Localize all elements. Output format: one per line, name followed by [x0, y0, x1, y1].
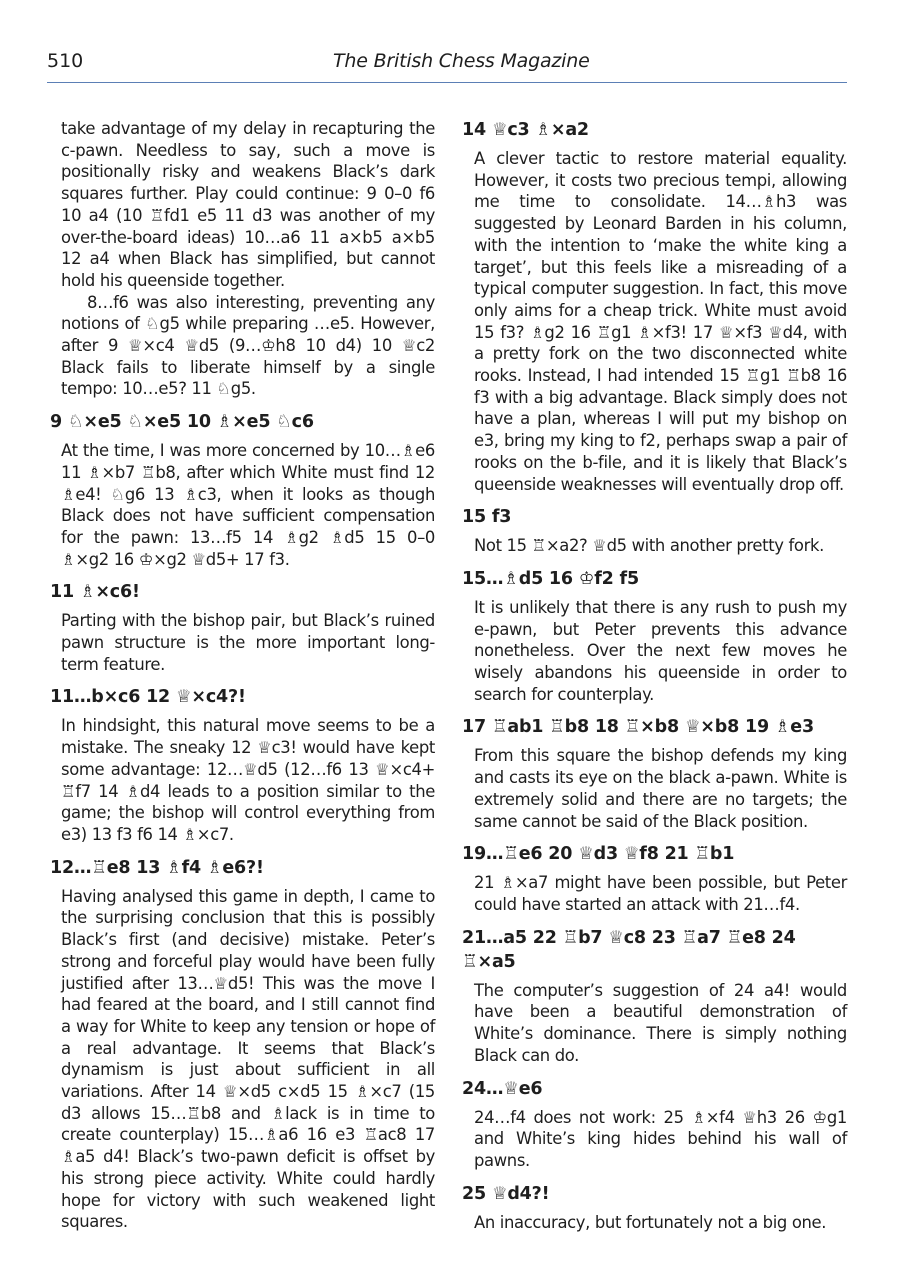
paragraph: 8…f6 was also interesting, preventing any notions of ♘g5 while preparing …e5. However, after 9 ♕×c4 ♕d5 (9…♔h8 10 d4) 10 ♕c2 Black fails to liberate himself by a single tempo: 10…e5? 11 ♘g5.	[61, 292, 435, 399]
move-heading: 14 ♕c3 ♗×a2	[462, 120, 589, 140]
paragraph: It is unlikely that there is any rush to push my e-pawn, but Peter prevents this advance nonetheless. Over the next few moves he wisely abandons his queenside in order to search for counterplay.	[474, 597, 847, 704]
move-heading: 11…b×c6 12 ♕×c4?!	[50, 687, 246, 708]
move-heading: 17 ♖ab1 ♖b8 18 ♖×b8 ♕×b8 19 ♗e3	[462, 717, 814, 738]
left-column	[50, 118, 435, 1233]
move-heading: 15 f3	[462, 507, 512, 528]
paragraph: From this square the bishop defends my king and casts its eye on the black a-pawn. White is extremely solid and there are no targets; the same cannot be said of the Black position.	[474, 746, 847, 831]
paragraph: Parting with the bishop pair, but Black’s ruined pawn structure is the more important long-term feature.	[61, 611, 435, 674]
paragraph: In hindsight, this natural move seems to be a mistake. The sneaky 12 ♕c3! would have kept some advantage: 12…♕d5 (12…f6 13 ♕×c4+ ♖f7 14 ♗d4 leads to a position similar to the game; the bishop will control everything from e3) 13 f3 f6 14 ♗×c7.	[61, 716, 435, 844]
paragraph: 24…f4 does not work: 25 ♗×f4 ♕h3 26 ♔g1 and White’s king hides behind his wall of pawns.	[474, 1107, 847, 1170]
move-heading: 11 ♗×c6!	[50, 582, 140, 603]
page-number: 510	[47, 50, 84, 72]
paragraph: take advantage of my delay in recapturing the c-pawn. Needless to say, such a move is positionally risky and weakens Black’s dark squares further. Play could continue: 9 0–0 f6 10 a4 (10 ♖fd1 e5 11 d3 was another of my over-the-board ideas) 10…a6 11 a×b5 a×b5 12 a4 when Black has simplified, but cannot hold his queenside together.	[61, 119, 435, 290]
paragraph: At the time, I was more concerned by 10…♗e6 11 ♗×b7 ♖b8, after which White must find 12 ♗e4! ♘g6 13 ♗c3, when it looks as though Black does not have sufficient compensation for the pawn: 13…f5 14 ♗g2 ♗d5 15 0–0 ♗×g2 16 ♔×g2 ♕d5+ 17 f3.	[61, 441, 435, 569]
paragraph: Not 15 ♖×a2? ♕d5 with another pretty fork.	[474, 536, 824, 556]
move-heading: 9 ♘×e5 ♘×e5 10 ♗×e5 ♘c6	[50, 412, 314, 433]
move-heading: 12…♖e8 13 ♗f4 ♗e6?!	[50, 857, 264, 878]
move-heading: 21…a5 22 ♖b7 ♕c8 23 ♖a7 ♖e8 24 ♖×a5	[462, 927, 796, 972]
move-heading: 25 ♕d4?!	[462, 1183, 550, 1204]
paragraph: An inaccuracy, but fortunately not a big one.	[474, 1212, 827, 1232]
paragraph: The computer’s suggestion of 24 a4! would have been a beautiful demonstration of White’s dominance. There is simply nothing Black can do.	[474, 980, 847, 1065]
paragraph: A clever tactic to restore material equality. However, it costs two precious tempi, allowing me time to consolidate. 14…♗h3 was suggested by Leonard Barden in his column, with the intention to ‘make the white king a target’, but this feels like a misreading of a typical computer suggestion. In fact, this move only aims for a cheap trick. White must avoid 15 f3? ♗g2 16 ♖g1 ♗×f3! 17 ♕×f3 ♕d4, with a pretty fork on the two disconnected white rooks. Instead, I had intended 15 ♖g1 ♖b8 16 f3 with a big advantage. Black simply does not have a plan, whereas I will put my bishop on e3, bring my king to f2, perhaps swap a pair of rooks on the b-file, and it is likely that Black’s queenside weaknesses will eventually drop off.	[474, 149, 847, 494]
page-header	[47, 48, 847, 83]
magazine-title: The British Chess Magazine	[333, 50, 590, 72]
move-heading: 15…♗d5 16 ♔f2 f5	[462, 568, 639, 589]
paragraph: Having analysed this game in depth, I came to the surprising conclusion that this is possibly Black’s first (and decisive) mistake. Peter’s strong and forceful play would have been fully justified after 13…♕d5! This was the move I had feared at the board, and I still cannot find a way for White to keep any tension or hope of a real advantage. It seems that Black’s dynamism is just about sufficient in all variations. After 14 ♕×d5 c×d5 15 ♗×c7 (15 d3 allows 15…♖b8 and ♗lack is in time to create counterplay) 15…♗a6 16 e3 ♖ac8 17 ♗a5 d4! Black’s two-pawn deficit is offset by his strong piece activity. White could hardly hope for victory with such weakened light squares.	[61, 886, 435, 1232]
move-heading: 19…♖e6 20 ♕d3 ♕f8 21 ♖b1	[462, 844, 735, 865]
move-heading: 24…♕e6	[462, 1078, 543, 1099]
right-column	[462, 118, 847, 1233]
paragraph: 21 ♗×a7 might have been possible, but Peter could have started an attack with 21…f4.	[474, 873, 847, 914]
